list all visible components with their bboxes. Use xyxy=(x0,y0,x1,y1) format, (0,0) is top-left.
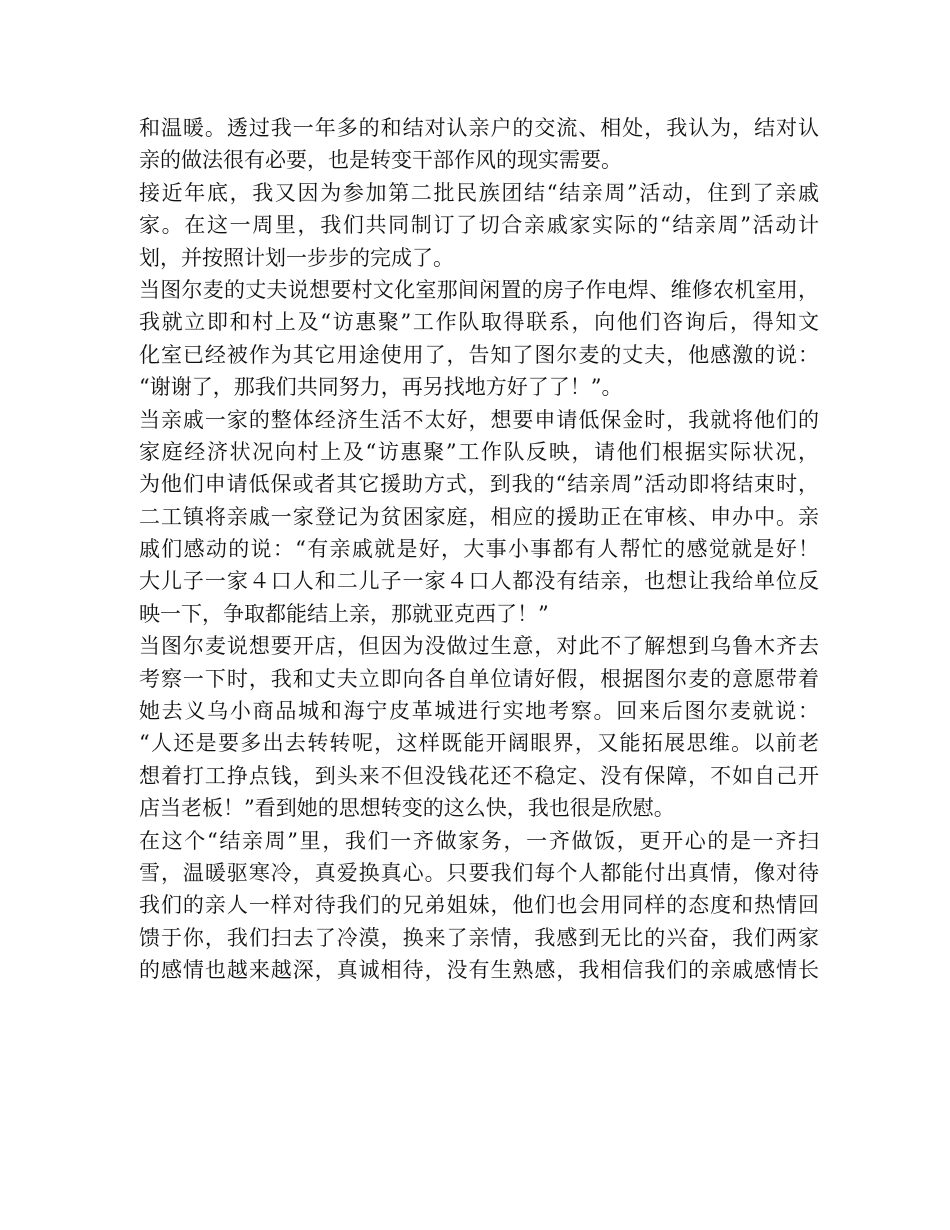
text-line: 店当老板！”看到她的思想转变的这么快，我也很是欣慰。 xyxy=(139,796,675,821)
text-line: 她去义乌小商品城和海宁皮革城进行实地考察。回来后图尔麦就说： xyxy=(139,699,819,724)
text-line: 划，并按照计划一步步的完成了。 xyxy=(139,245,454,270)
text-line: 大儿子一家４口人和二儿子一家４口人都没有结亲，也想让我给单位反 xyxy=(139,569,819,594)
text-line: 当图尔麦的丈夫说想要村文化室那间闲置的房子作电焊、维修农机室用， xyxy=(139,277,819,302)
text-line: 映一下，争取都能结上亲，那就亚克西了！” xyxy=(139,601,549,626)
text-line: 当图尔麦说想要开店，但因为没做过生意，对此不了解想到乌鲁木齐去 xyxy=(139,634,819,659)
document-body xyxy=(139,112,819,987)
text-line: 考察一下时，我和丈夫立即向各自单位请好假，根据图尔麦的意愿带着 xyxy=(139,666,819,691)
text-line: 在这个“结亲周”里，我们一齐做家务，一齐做饭，更开心的是一齐扫 xyxy=(139,828,819,853)
text-line: 当亲戚一家的整体经济生活不太好，想要申请低保金时，我就将他们的 xyxy=(139,407,819,432)
text-line: 馈于你，我们扫去了冷漠，换来了亲情，我感到无比的兴奋，我们两家 xyxy=(139,925,819,950)
text-line: “谢谢了，那我们共同努力，再另找地方好了了！”。 xyxy=(139,375,623,400)
text-line: 雪，温暖驱寒冷，真爱换真心。只要我们每个人都能付出真情，像对待 xyxy=(139,860,819,885)
text-line: 我们的亲人一样对待我们的兄弟姐妹，他们也会用同样的态度和热情回 xyxy=(139,893,819,918)
text-line: 我就立即和村上及“访惠聚”工作队取得联系，向他们咨询后，得知文 xyxy=(139,310,819,335)
text-line: 想着打工挣点钱，到头来不但没钱花还不稳定、没有保障，不如自己开 xyxy=(139,763,819,788)
text-line: 家。在这一周里，我们共同制订了切合亲戚家实际的“结亲周”活动计 xyxy=(139,213,819,238)
text-line: 化室已经被作为其它用途使用了，告知了图尔麦的丈夫，他感激的说： xyxy=(139,342,819,367)
text-line: 戚们感动的说：“有亲戚就是好，大事小事都有人帮忙的感觉就是好！ xyxy=(139,537,819,562)
text-line: 的感情也越来越深，真诚相待，没有生熟感，我相信我们的亲戚感情长 xyxy=(139,958,819,983)
text-line: 亲的做法很有必要，也是转变干部作风的现实需要。 xyxy=(139,148,622,173)
text-line: 二工镇将亲戚一家登记为贫困家庭，相应的援助正在审核、申办中。亲 xyxy=(139,504,819,529)
text-line: 为他们申请低保或者其它援助方式，到我的“结亲周”活动即将结束时， xyxy=(139,472,819,497)
text-line: 和温暖。透过我一年多的和结对认亲户的交流、相处，我认为，结对认 xyxy=(139,116,819,140)
text-line: 接近年底，我又因为参加第二批民族团结“结亲周”活动，住到了亲戚 xyxy=(139,180,819,205)
text-line: “人还是要多出去转转呢，这样既能开阔眼界，又能拓展思维。以前老 xyxy=(139,731,819,756)
text-line: 家庭经济状况向村上及“访惠聚”工作队反映，请他们根据实际状况， xyxy=(139,439,819,464)
